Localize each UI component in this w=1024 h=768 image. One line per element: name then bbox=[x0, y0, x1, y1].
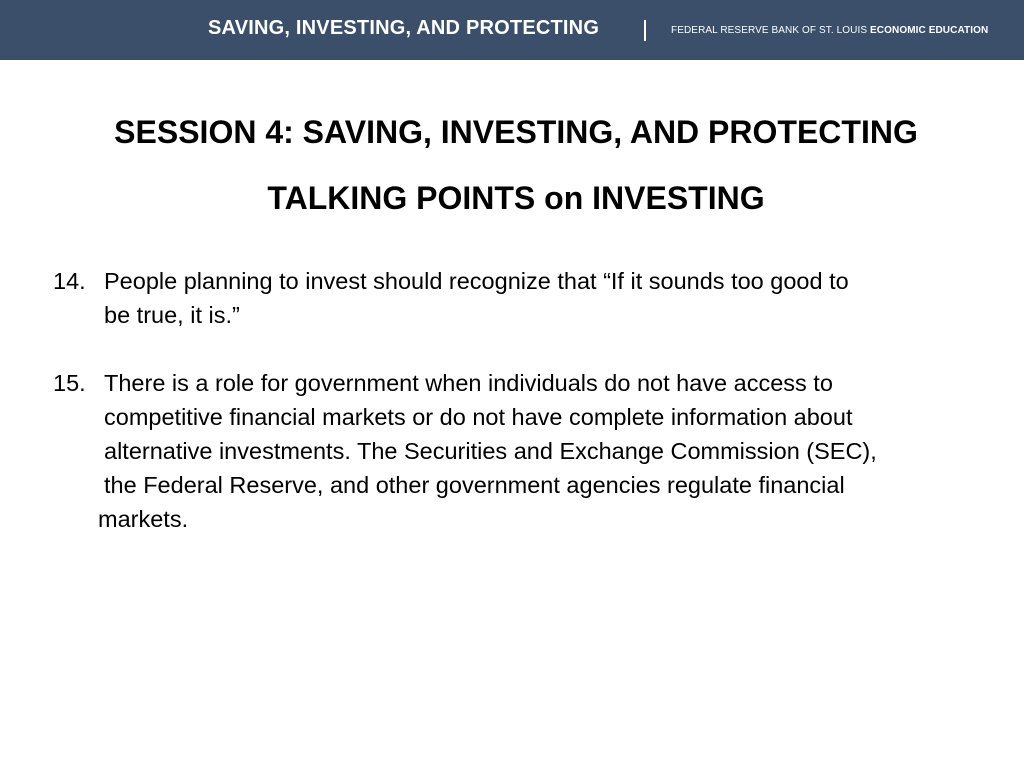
slide-title: SESSION 4: SAVING, INVESTING, AND PROTECTING bbox=[114, 114, 918, 150]
header-bar bbox=[0, 0, 1024, 60]
talking-point-line: the Federal Reserve, and other government agencies regulate financial bbox=[104, 472, 845, 498]
talking-point-line: be true, it is.” bbox=[104, 302, 240, 328]
talking-point-line: competitive financial markets or do not have complete information about bbox=[104, 404, 853, 430]
slide-subtitle: TALKING POINTS on INVESTING bbox=[267, 180, 765, 216]
list-spacer bbox=[53, 332, 993, 366]
talking-points-list bbox=[53, 264, 993, 536]
talking-point-14 bbox=[53, 264, 993, 332]
talking-point-line: markets. bbox=[98, 506, 189, 532]
header-organization-program: ECONOMIC EDUCATION bbox=[870, 25, 989, 36]
header-organization bbox=[671, 25, 988, 36]
talking-point-15 bbox=[53, 366, 993, 536]
header-divider bbox=[644, 20, 646, 41]
talking-point-number: 15. bbox=[53, 370, 86, 396]
talking-point-line: alternative investments. The Securities and Exchange Commission (SEC), bbox=[104, 438, 877, 464]
talking-point-line: There is a role for government when individuals do not have access to bbox=[104, 370, 833, 396]
talking-point-number: 14. bbox=[53, 268, 86, 294]
talking-point-line: People planning to invest should recognize that “If it sounds too good to bbox=[104, 268, 849, 294]
header-title: SAVING, INVESTING, AND PROTECTING bbox=[208, 17, 600, 39]
header-organization-name: FEDERAL RESERVE BANK OF ST. LOUIS bbox=[671, 25, 868, 36]
